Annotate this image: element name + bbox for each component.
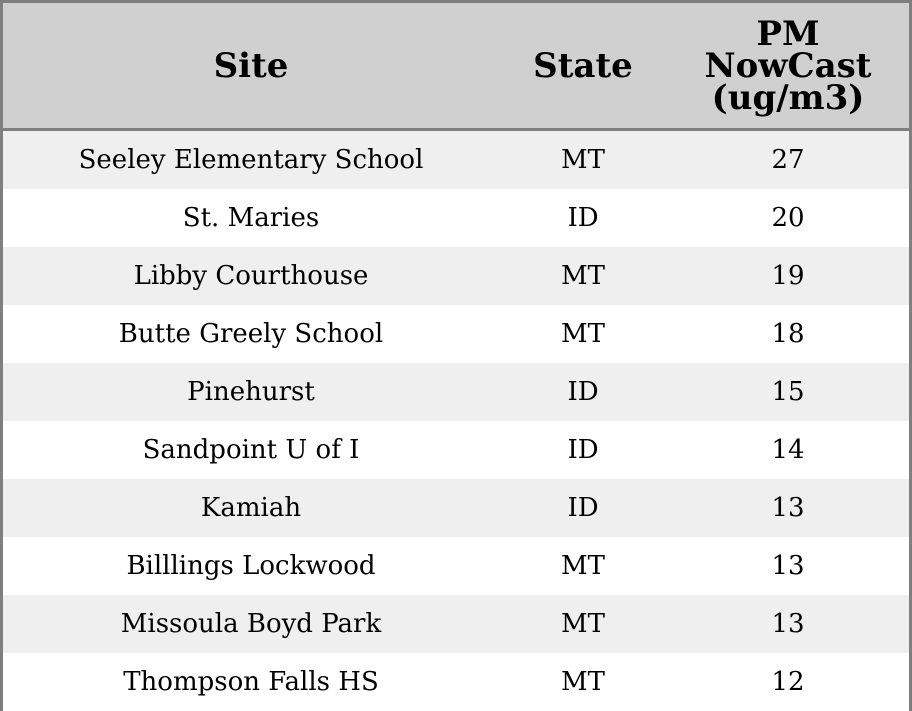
- cell-pm-nowcast: 12: [771, 667, 805, 697]
- column-header-site: Site: [213, 45, 289, 86]
- cell-site: Seeley Elementary School: [78, 145, 424, 175]
- table-header: [3, 3, 909, 131]
- table-row: [3, 363, 909, 421]
- cell-pm-nowcast: 13: [771, 493, 805, 523]
- cell-site: Thompson Falls HS: [123, 667, 379, 697]
- cell-site: Pinehurst: [187, 377, 315, 407]
- cell-pm-nowcast: 13: [771, 609, 805, 639]
- table-row: [3, 537, 909, 595]
- cell-state: MT: [561, 319, 605, 349]
- cell-state: ID: [567, 377, 599, 407]
- cell-site: Butte Greely School: [118, 319, 384, 349]
- cell-site: Libby Courthouse: [133, 261, 369, 291]
- table-row: [3, 131, 909, 189]
- cell-pm-nowcast: 18: [771, 319, 805, 349]
- cell-site: Billlings Lockwood: [126, 551, 376, 581]
- cell-state: ID: [567, 203, 599, 233]
- cell-site: Missoula Boyd Park: [120, 609, 382, 639]
- table-row: [3, 305, 909, 363]
- column-header-pm-nowcast: PM NowCast (ug/m3): [704, 13, 872, 118]
- table-row: [3, 247, 909, 305]
- cell-state: ID: [567, 493, 599, 523]
- table-row: [3, 421, 909, 479]
- cell-state: ID: [567, 435, 599, 465]
- cell-pm-nowcast: 19: [771, 261, 805, 291]
- cell-pm-nowcast: 15: [771, 377, 805, 407]
- cell-site: Sandpoint U of I: [142, 435, 360, 465]
- cell-state: MT: [561, 551, 605, 581]
- cell-site: Kamiah: [200, 493, 302, 523]
- cell-state: MT: [561, 667, 605, 697]
- table-row: [3, 595, 909, 653]
- table-row: [3, 189, 909, 247]
- cell-site: St. Maries: [182, 203, 320, 233]
- table-row: [3, 653, 909, 711]
- cell-state: MT: [561, 609, 605, 639]
- cell-pm-nowcast: 14: [771, 435, 805, 465]
- column-header-state: State: [533, 45, 633, 86]
- cell-state: MT: [561, 261, 605, 291]
- cell-state: MT: [561, 145, 605, 175]
- table-body: [3, 131, 909, 711]
- cell-pm-nowcast: 20: [771, 203, 805, 233]
- table-row: [3, 479, 909, 537]
- cell-pm-nowcast: 13: [771, 551, 805, 581]
- cell-pm-nowcast: 27: [771, 145, 805, 175]
